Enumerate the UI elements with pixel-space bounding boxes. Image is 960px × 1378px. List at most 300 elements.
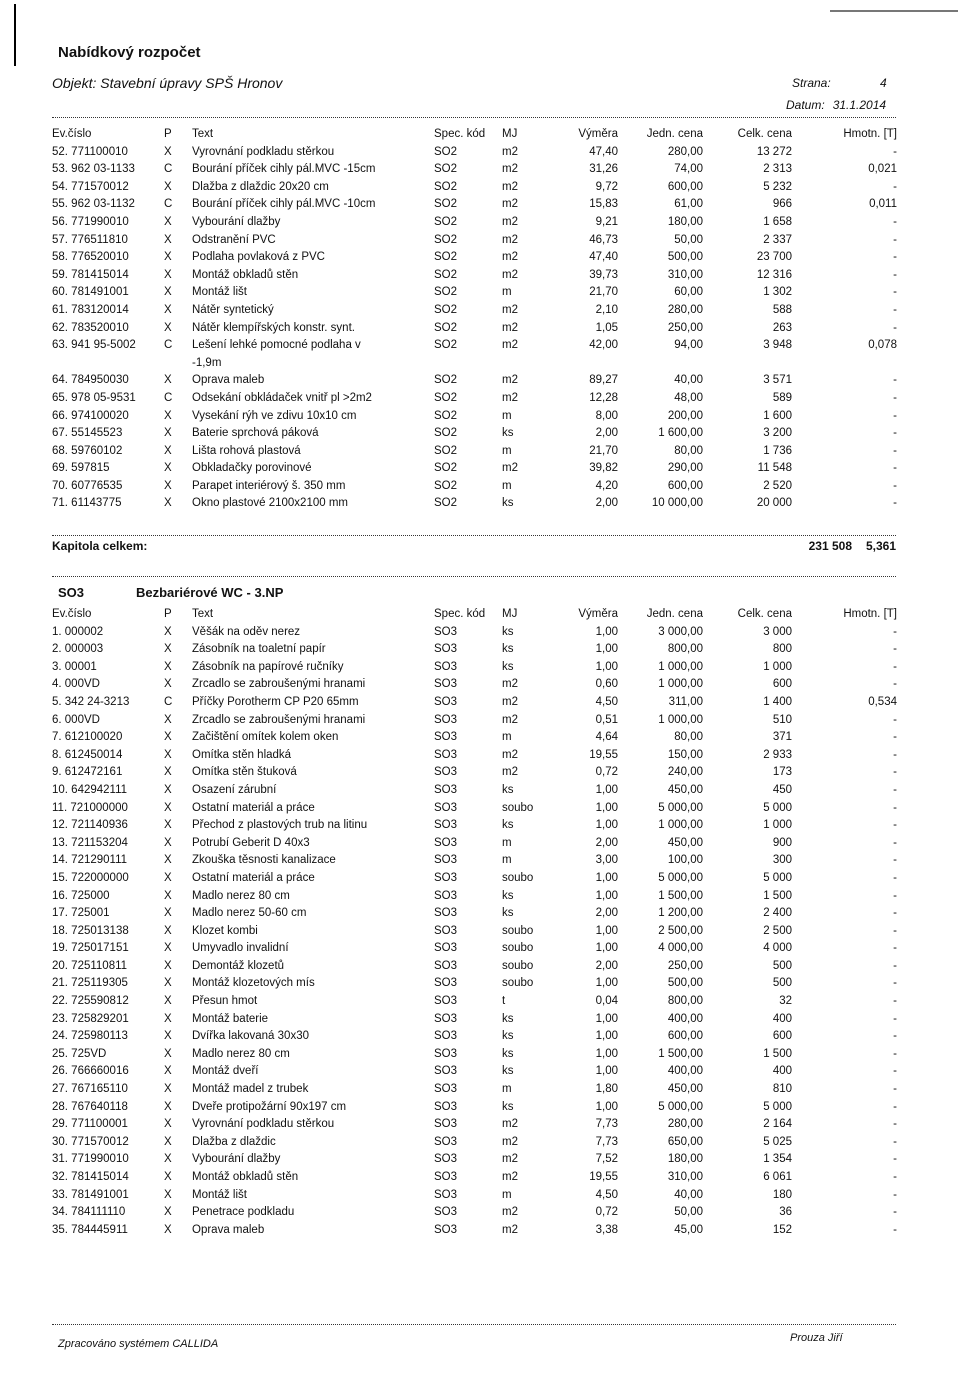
item-number: 52. 771100010 [52, 145, 128, 158]
item-weight: - [893, 1171, 897, 1183]
item-quantity: 2,00 [595, 836, 618, 849]
item-text: Bourání příček cihly pál.MVC -10cm [192, 198, 376, 211]
item-unit-price: 800,00 [667, 995, 703, 1008]
item-weight: 0,534 [868, 695, 897, 708]
item-type: X [164, 1100, 172, 1113]
item-unit-price: 311,00 [668, 695, 703, 708]
item-text: Zrcadlo se zabroušenými hranami [192, 713, 366, 726]
column-header-item-weight: Hmotn. [T] [843, 608, 897, 620]
item-quantity: 4,50 [595, 1188, 618, 1201]
table-row [52, 495, 897, 513]
item-weight: - [893, 391, 897, 404]
date-value: 31.1.2014 [832, 98, 887, 112]
item-weight: - [893, 1223, 897, 1236]
item-type: X [164, 907, 172, 920]
item-spec-code: SO2 [434, 268, 458, 281]
item-type: X [164, 924, 172, 937]
item-total-price: 180 [772, 1188, 792, 1201]
item-number: 54. 771570012 [52, 180, 129, 193]
item-quantity: 31,26 [589, 163, 618, 176]
item-total-price: 1 000 [763, 819, 792, 832]
item-number: 60. 781491001 [52, 286, 129, 299]
item-unit-price: 1 000,00 [658, 713, 703, 726]
item-total-price: 371 [772, 731, 792, 744]
column-header-item-spec-code: Spec. kód [434, 608, 486, 620]
table-row [52, 764, 897, 782]
item-unit-price: 650,00 [667, 1135, 703, 1148]
item-unit-price: 180,00 [667, 215, 703, 228]
table-row [52, 1011, 897, 1029]
item-quantity: 7,73 [595, 1135, 618, 1148]
item-number: 55. 962 03-1132 [52, 198, 135, 211]
item-number: 27. 767165110 [52, 1083, 128, 1096]
table-row [52, 923, 897, 941]
item-spec-code: SO3 [434, 1030, 458, 1043]
item-type: X [164, 889, 172, 902]
item-unit: t [502, 995, 506, 1008]
item-unit-price: 450,00 [667, 783, 703, 796]
table-row [52, 144, 897, 162]
item-text: Dlažba z dlaždic [192, 1135, 276, 1148]
item-unit-price: 150,00 [667, 748, 703, 761]
table-row [52, 1116, 897, 1134]
item-spec-code: SO3 [434, 1065, 458, 1078]
item-type: X [164, 678, 172, 691]
item-total-price: 400 [772, 1065, 792, 1078]
item-unit: m [502, 479, 512, 492]
item-number: 26. 766660016 [52, 1065, 129, 1078]
item-quantity: 1,00 [595, 660, 618, 673]
item-number: 3. 00001 [52, 660, 97, 673]
item-weight: - [893, 497, 897, 510]
item-unit: ks [502, 1065, 514, 1078]
item-number: 9. 612472161 [52, 766, 123, 779]
item-quantity: 47,40 [589, 145, 618, 158]
item-total-price: 500 [772, 977, 792, 990]
item-total-price: 600 [772, 678, 792, 691]
item-unit-price: 310,00 [667, 268, 703, 281]
item-weight: - [893, 1118, 897, 1131]
table-row [52, 659, 897, 677]
item-text: Omítka stěn hladká [192, 748, 292, 761]
item-type [164, 355, 192, 373]
item-type: X [164, 643, 172, 656]
item-text: Vyrovnání podkladu stěrkou [192, 145, 335, 158]
item-total-price: 5 000 [763, 871, 792, 884]
item-total-price: 589 [772, 391, 792, 404]
item-total-price: 2 933 [763, 748, 792, 761]
item-unit: m2 [502, 1171, 518, 1183]
item-number: 19. 725017151 [52, 942, 129, 955]
item-spec-code: SO2 [434, 444, 458, 457]
item-unit: m2 [502, 215, 518, 228]
item-type: X [164, 995, 172, 1008]
item-quantity: 9,72 [595, 180, 618, 193]
item-spec-code: SO3 [434, 625, 458, 638]
table-row [52, 320, 897, 338]
item-text: Dvířka lakovaná 30x30 [192, 1030, 309, 1043]
item-unit: soubo [502, 871, 534, 884]
item-quantity: 46,73 [589, 233, 618, 246]
item-quantity: 3,00 [595, 854, 618, 867]
item-total-price: 1 658 [763, 215, 792, 228]
item-text: Okno plastové 2100x2100 mm [192, 497, 348, 510]
item-weight: - [893, 625, 897, 638]
item-text: Baterie sprchová páková [192, 427, 319, 440]
item-unit: m2 [502, 766, 518, 779]
item-quantity: 7,52 [595, 1153, 618, 1166]
item-text: Ostatní materiál a práce [192, 871, 315, 884]
item-unit: m2 [502, 145, 518, 158]
item-text: Montáž klozetových mís [192, 977, 315, 990]
item-number: 13. 721153204 [52, 836, 128, 849]
table-row [52, 355, 897, 373]
item-text: Montáž obkladů stěn [192, 1171, 299, 1183]
item-total-price: 588 [772, 303, 792, 316]
item-quantity: 2,00 [595, 959, 618, 972]
items-table-so2 [52, 126, 897, 513]
item-unit: m2 [502, 1206, 518, 1219]
item-quantity: 0,51 [595, 713, 618, 726]
item-total-price: 2 520 [763, 479, 792, 492]
item-unit: ks [502, 783, 514, 796]
item-spec-code: SO3 [434, 766, 458, 779]
item-unit-price: 10 000,00 [651, 497, 703, 510]
item-number: 33. 781491001 [52, 1188, 129, 1201]
table-row [52, 993, 897, 1011]
item-text: Věšák na oděv nerez [192, 625, 301, 638]
table-row [52, 196, 897, 214]
item-total-price: 3 571 [763, 374, 792, 387]
item-unit: m2 [502, 713, 518, 726]
table-row [52, 443, 897, 461]
table-row [52, 1204, 897, 1222]
item-unit-price: 1 500,00 [658, 1047, 703, 1060]
item-weight: - [893, 1065, 897, 1078]
item-weight: - [893, 959, 897, 972]
column-header-item-unit-price: Jedn. cena [646, 128, 703, 140]
item-weight: - [893, 819, 897, 832]
item-text: Lišta rohová plastová [192, 444, 301, 457]
item-type: X [164, 625, 172, 638]
item-unit-price: 100,00 [667, 854, 703, 867]
item-unit-price: 1 000,00 [658, 819, 703, 832]
item-unit-price: 50,00 [674, 1206, 703, 1219]
item-spec-code: SO3 [434, 924, 458, 937]
item-total-price: 5 000 [763, 1100, 792, 1113]
item-spec-code: SO2 [434, 339, 458, 352]
item-spec-code: SO3 [434, 854, 458, 867]
document-title: Nabídkový rozpočet [58, 44, 201, 61]
item-number: 28. 767640118 [52, 1100, 128, 1113]
item-weight: - [893, 1206, 897, 1219]
item-number: 35. 784445911 [52, 1223, 128, 1236]
item-unit: ks [502, 1100, 514, 1113]
page-label: Strana: [792, 76, 831, 90]
item-unit: m2 [502, 180, 518, 193]
item-quantity: 12,28 [589, 391, 618, 404]
item-weight: - [893, 678, 897, 691]
item-unit: m2 [502, 1118, 518, 1131]
item-unit-price: 1 200,00 [658, 907, 703, 920]
item-text: Montáž lišt [192, 286, 247, 299]
item-unit: ks [502, 660, 514, 673]
item-unit: ks [502, 907, 514, 920]
item-text: Zrcadlo se zabroušenými hranami [192, 678, 366, 691]
item-weight: - [893, 479, 897, 492]
item-unit: m2 [502, 233, 518, 246]
item-weight: 0,078 [868, 339, 897, 352]
item-unit: m2 [502, 339, 518, 352]
item-spec-code: SO3 [434, 1047, 458, 1060]
item-unit: m2 [502, 303, 518, 316]
item-number: 57. 776511810 [52, 233, 128, 246]
table-row [52, 425, 897, 443]
item-total-price: 32 [779, 995, 792, 1008]
item-type: C [164, 339, 173, 352]
item-unit-price: 180,00 [667, 1153, 703, 1166]
item-quantity: 1,00 [595, 977, 618, 990]
item-unit-price: 500,00 [667, 977, 703, 990]
item-quantity: 47,40 [589, 251, 618, 264]
item-unit-price: 5 000,00 [658, 1100, 703, 1113]
table-row [52, 161, 897, 179]
item-type: C [164, 198, 173, 211]
item-number: 25. 725VD [52, 1047, 107, 1060]
item-text: Odstranění PVC [192, 233, 276, 246]
item-quantity: 1,00 [595, 625, 618, 638]
item-weight: - [893, 660, 897, 673]
item-number: 6. 000VD [52, 713, 100, 726]
item-total-price: 1 302 [763, 286, 792, 299]
item-unit-price: 280,00 [667, 303, 703, 316]
item-text: Potrubí Geberit D 40x3 [192, 836, 310, 849]
item-number: 23. 725829201 [52, 1012, 129, 1025]
item-total-price: 600 [772, 1030, 792, 1043]
item-number: 58. 776520010 [52, 251, 129, 264]
table-row [52, 905, 897, 923]
item-weight: - [893, 995, 897, 1008]
item-spec-code: SO3 [434, 889, 458, 902]
item-unit-price: 40,00 [674, 1188, 703, 1201]
item-number: 11. 721000000 [52, 801, 128, 814]
item-unit-price: 40,00 [674, 374, 703, 387]
item-unit-price: 600,00 [667, 1030, 703, 1043]
item-number: 29. 771100001 [52, 1118, 128, 1131]
item-number: 31. 771990010 [52, 1153, 129, 1166]
item-type: X [164, 1030, 172, 1043]
table-row [52, 1169, 897, 1187]
item-quantity: 1,00 [595, 1065, 618, 1078]
item-unit-price: 80,00 [674, 731, 703, 744]
item-quantity: 3,38 [595, 1223, 618, 1236]
item-quantity: 19,55 [589, 1171, 618, 1183]
table-row [52, 940, 897, 958]
item-unit: m [502, 286, 512, 299]
item-weight: - [893, 1030, 897, 1043]
item-total-price: 263 [772, 321, 792, 334]
item-number: 65. 978 05-9531 [52, 391, 136, 404]
section-code: SO3 [58, 585, 85, 600]
item-unit-price: 600,00 [667, 479, 703, 492]
item-number: 30. 771570012 [52, 1135, 129, 1148]
item-unit-price: 94,00 [674, 339, 703, 352]
item-unit-price: 61,00 [674, 198, 703, 211]
total-rule [52, 535, 896, 537]
item-text: Montáž madel z trubek [192, 1083, 309, 1096]
item-text: Osazení zárubní [192, 783, 277, 796]
item-text: Oprava maleb [192, 1223, 265, 1236]
item-weight: - [893, 1047, 897, 1060]
item-unit-price: 5 000,00 [658, 801, 703, 814]
item-text: Zkouška těsnosti kanalizace [192, 854, 336, 867]
item-number: 62. 783520010 [52, 321, 129, 334]
item-text: Madlo nerez 50-60 cm [192, 907, 307, 920]
table-row [52, 712, 897, 730]
item-total-price: 2 500 [763, 924, 792, 937]
item-number: 22. 725590812 [52, 995, 129, 1008]
item-unit: m [502, 836, 512, 849]
item-unit: soubo [502, 942, 534, 955]
item-unit: m2 [502, 321, 518, 334]
table-row [52, 232, 897, 250]
item-total-price: 800 [772, 643, 792, 656]
item-type: X [164, 713, 172, 726]
item-type: X [164, 1047, 172, 1060]
table-row [52, 641, 897, 659]
item-weight: - [893, 286, 897, 299]
item-text: Montáž dveří [192, 1065, 259, 1078]
item-unit-price: 60,00 [674, 286, 703, 299]
table-row [52, 870, 897, 888]
item-weight: - [893, 1012, 897, 1025]
item-type: X [164, 748, 172, 761]
table-row [52, 478, 897, 496]
item-total-price: 3 000 [763, 625, 792, 638]
item-type: X [164, 374, 172, 387]
table-row [52, 214, 897, 232]
item-spec-code: SO2 [434, 163, 458, 176]
item-number: 67. 55145523 [52, 427, 123, 440]
item-text: Omítka stěn štuková [192, 766, 297, 779]
item-text: Ostatní materiál a práce [192, 801, 315, 814]
item-text: Oprava maleb [192, 374, 265, 387]
item-quantity: 1,80 [595, 1083, 618, 1096]
item-type: X [164, 1206, 172, 1219]
item-unit-price: 600,00 [667, 180, 703, 193]
item-unit-price: 80,00 [674, 444, 703, 457]
item-unit-price: 1 500,00 [658, 889, 703, 902]
item-unit-price: 400,00 [667, 1065, 703, 1078]
column-header-item-weight: Hmotn. [T] [843, 128, 897, 140]
item-quantity: 1,00 [595, 783, 618, 796]
table-row [52, 460, 897, 478]
table-row [52, 729, 897, 747]
table-row [52, 835, 897, 853]
table-row [52, 817, 897, 835]
item-text: Obkladačky porovinové [192, 462, 312, 475]
item-unit: m2 [502, 251, 518, 264]
item-total-price: 13 272 [756, 145, 792, 158]
item-total-price: 11 548 [757, 462, 792, 475]
item-number: 4. 000VD [52, 678, 100, 691]
item-text: Bourání příček cihly pál.MVC -15cm [192, 163, 376, 176]
item-number: 34. 784111110 [52, 1206, 126, 1219]
item-quantity: 2,00 [595, 427, 618, 440]
item-unit: m2 [502, 748, 518, 761]
item-unit-price: 1 000,00 [658, 660, 703, 673]
item-number: 61. 783120014 [52, 303, 129, 316]
item-total-price: 5 232 [763, 180, 792, 193]
item-spec-code [434, 355, 502, 373]
item-weight: - [893, 215, 897, 228]
table-row [52, 179, 897, 197]
item-unit: ks [502, 497, 514, 510]
item-text: Vysekání rýh ve zdivu 10x10 cm [192, 409, 357, 422]
margin-bar [14, 4, 16, 66]
item-type: X [164, 303, 172, 316]
item-unit-price: 280,00 [667, 145, 703, 158]
item-unit: soubo [502, 977, 534, 990]
item-number: 63. 941 95-5002 [52, 339, 136, 352]
item-text: Přechod z plastových trub na litinu [192, 819, 368, 832]
item-quantity: 19,55 [589, 748, 618, 761]
item-spec-code: SO3 [434, 871, 458, 884]
footer-author: Prouza Jiří [790, 1332, 843, 1344]
item-quantity: 2,00 [595, 497, 618, 510]
item-quantity: 39,73 [589, 268, 618, 281]
item-spec-code: SO3 [434, 942, 458, 955]
item-weight: 0,021 [868, 163, 897, 176]
table-row [52, 372, 897, 390]
item-unit-price: 400,00 [667, 1012, 703, 1025]
item-unit: m2 [502, 268, 518, 281]
item-unit-price: 48,00 [674, 391, 703, 404]
item-number: 56. 771990010 [52, 215, 129, 228]
item-unit-price: 74,00 [674, 163, 703, 176]
item-quantity: 0,72 [595, 766, 618, 779]
item-weight: - [893, 1083, 897, 1096]
item-unit: m2 [502, 462, 518, 475]
table-row [52, 1028, 897, 1046]
date-label: Datum: [786, 98, 825, 112]
item-type: X [164, 268, 172, 281]
item-total-price: 12 316 [756, 268, 792, 281]
item-number: 14. 721290111 [52, 854, 128, 867]
table-row [52, 800, 897, 818]
item-weight: - [893, 1153, 897, 1166]
item-unit-price: 1 600,00 [658, 427, 703, 440]
item-number: 17. 725001 [52, 907, 110, 920]
item-spec-code: SO2 [434, 233, 458, 246]
item-quantity: 1,00 [595, 819, 618, 832]
page-value: 4 [880, 76, 887, 90]
item-type: X [164, 321, 172, 334]
item-total-price: 3 948 [763, 339, 792, 352]
item-spec-code: SO2 [434, 321, 458, 334]
item-unit-price: 2 500,00 [658, 924, 703, 937]
item-total-price: 2 337 [763, 233, 792, 246]
document-date [786, 98, 886, 112]
item-weight [792, 355, 897, 373]
item-unit: soubo [502, 801, 534, 814]
item-text: Začištění omítek kolem oken [192, 731, 339, 744]
item-spec-code: SO2 [434, 427, 458, 440]
item-text: -1,9m [192, 356, 222, 369]
item-unit: ks [502, 427, 514, 440]
item-weight: - [893, 409, 897, 422]
item-number: 7. 612100020 [52, 731, 123, 744]
